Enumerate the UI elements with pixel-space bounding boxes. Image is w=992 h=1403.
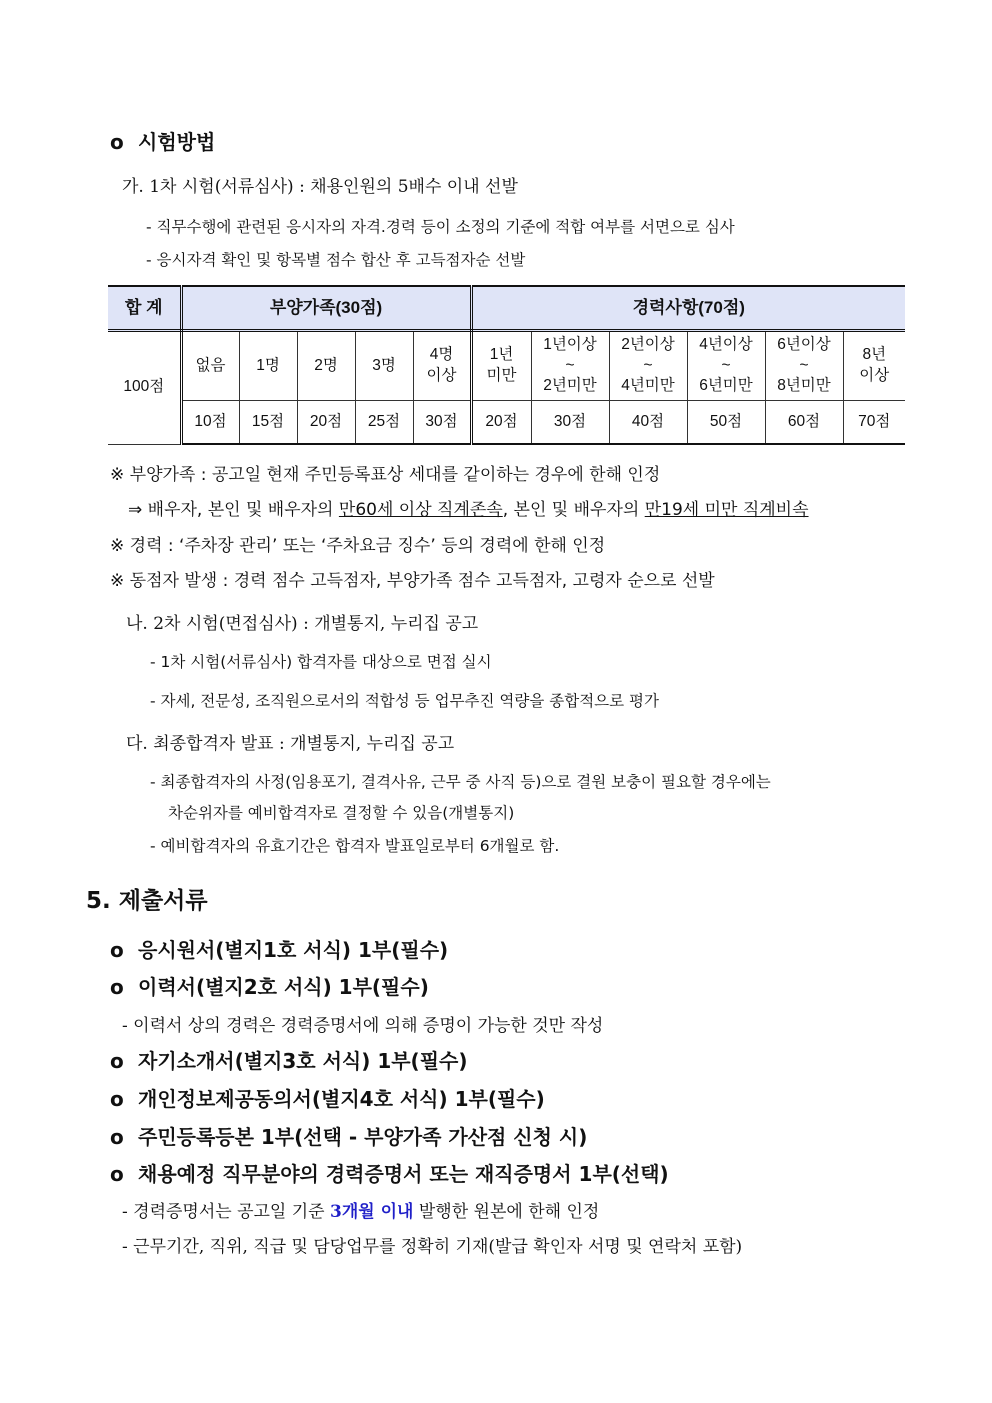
family-detail-note — [128, 495, 809, 520]
final-announce-item-cont: 차순위자를 예비합격자로 결정할 수 있음(개별통지) — [168, 804, 515, 822]
career-score: 70점 — [843, 401, 905, 445]
career-label: 1년 미만 — [471, 331, 531, 401]
career-label: 8년 이상 — [843, 331, 905, 401]
exam-method-heading — [110, 126, 215, 155]
family-detail-descendant: 만19세 미만 직계비속 — [644, 500, 809, 520]
table-header-career: 경력사항(70점) — [471, 286, 905, 331]
table-header-family: 부양가족(30점) — [181, 286, 471, 331]
second-exam-item: - 1차 시험(서류심사) 합격자를 대상으로 면접 실시 — [150, 653, 492, 671]
career-score: 20점 — [471, 401, 531, 445]
bullet-o-icon: o — [110, 1162, 124, 1186]
career-label: 2년이상 ~ 4년미만 — [609, 331, 687, 401]
cert-note-suffix: 발행한 원본에 한해 인정 — [413, 1202, 600, 1222]
tie-note: ※ 동점자 발생 : 경력 점수 고득점자, 부양가족 점수 고득점자, 고령자 순으로 선발 — [110, 571, 715, 591]
score-table — [108, 285, 905, 445]
family-score: 30점 — [413, 401, 471, 445]
document-item — [110, 1121, 587, 1150]
family-detail-ascendant: 만60세 이상 직계존속 — [338, 500, 503, 520]
cert-note-prefix: - 경력증명서는 공고일 기준 — [122, 1202, 331, 1222]
document-item — [110, 1083, 545, 1112]
documents-section-title: 5. 제출서류 — [86, 888, 208, 914]
family-score: 20점 — [297, 401, 355, 445]
document-item — [110, 971, 429, 1000]
document-item-label: 자기소개서(별지3호 서식) 1부(필수) — [138, 1049, 468, 1073]
bullet-o-icon: o — [110, 1087, 124, 1111]
family-label: 1명 — [239, 331, 297, 401]
final-announce-item: - 예비합격자의 유효기간은 합격자 발표일로부터 6개월로 함. — [150, 837, 560, 855]
family-score: 10점 — [181, 401, 239, 445]
career-score: 40점 — [609, 401, 687, 445]
table-total-value: 100점 — [108, 331, 181, 445]
cert-note-detail: - 근무기간, 직위, 직급 및 담당업무를 정확히 기재(발급 확인자 서명 및 연락처 포함) — [122, 1237, 743, 1257]
family-score: 25점 — [355, 401, 413, 445]
document-item — [110, 1158, 669, 1187]
bullet-o-icon: o — [110, 130, 124, 154]
bullet-o-icon: o — [110, 975, 124, 999]
career-label: 6년이상 ~ 8년미만 — [765, 331, 843, 401]
document-item-label: 주민등록등본 1부(선택 - 부양가족 가산점 신청 시) — [138, 1125, 588, 1149]
family-label: 2명 — [297, 331, 355, 401]
table-header-total: 합 계 — [108, 286, 181, 331]
document-item-label: 응시원서(별지1호 서식) 1부(필수) — [138, 938, 449, 962]
document-item-label: 개인정보제공동의서(별지4호 서식) 1부(필수) — [138, 1087, 545, 1111]
career-score: 30점 — [531, 401, 609, 445]
resume-note: - 이력서 상의 경력은 경력증명서에 의해 증명이 가능한 것만 작성 — [122, 1016, 604, 1036]
document-item-label: 이력서(별지2호 서식) 1부(필수) — [138, 975, 429, 999]
family-label: 4명 이상 — [413, 331, 471, 401]
cert-note — [122, 1197, 599, 1222]
second-exam-heading: 나. 2차 시험(면접심사) : 개별통지, 누리집 공고 — [126, 614, 479, 634]
career-score: 60점 — [765, 401, 843, 445]
family-detail-prefix: ⇒ 배우자, 본인 및 배우자의 — [128, 500, 339, 520]
first-exam-item: - 직무수행에 관련된 응시자의 자격.경력 등이 소정의 기준에 적합 여부를 서면으로 심사 — [146, 218, 735, 236]
final-announce-heading: 다. 최종합격자 발표 : 개별통지, 누리집 공고 — [126, 734, 455, 754]
document-item-label: 채용예정 직무분야의 경력증명서 또는 재직증명서 1부(선택) — [138, 1162, 669, 1186]
career-label: 1년이상 ~ 2년미만 — [531, 331, 609, 401]
first-exam-item: - 응시자격 확인 및 항목별 점수 합산 후 고득점자순 선발 — [146, 251, 526, 269]
exam-method-title: 시험방법 — [138, 130, 216, 154]
document-item — [110, 1045, 467, 1074]
family-score: 15점 — [239, 401, 297, 445]
career-label: 4년이상 ~ 6년미만 — [687, 331, 765, 401]
career-note: ※ 경력 : ‘주차장 관리’ 또는 ‘주차요금 징수’ 등의 경력에 한해 인정 — [110, 536, 606, 556]
bullet-o-icon: o — [110, 1049, 124, 1073]
family-note: ※ 부양가족 : 공고일 현재 주민등록표상 세대를 같이하는 경우에 한해 인정 — [110, 465, 661, 485]
second-exam-item: - 자세, 전문성, 조직원으로서의 적합성 등 업무추진 역량을 종합적으로 평가 — [150, 692, 659, 710]
bullet-o-icon: o — [110, 938, 124, 962]
cert-note-highlight: 3개월 이내 — [330, 1202, 414, 1222]
family-label: 3명 — [355, 331, 413, 401]
career-score: 50점 — [687, 401, 765, 445]
family-label: 없음 — [181, 331, 239, 401]
document-item — [110, 934, 448, 963]
family-detail-mid: , 본인 및 배우자의 — [502, 500, 645, 520]
first-exam-heading: 가. 1차 시험(서류심사) : 채용인원의 5배수 이내 선발 — [122, 177, 518, 197]
final-announce-item: - 최종합격자의 사정(임용포기, 결격사유, 근무 중 사직 등)으로 결원 보충이 필요할 경우에는 — [150, 773, 771, 791]
bullet-o-icon: o — [110, 1125, 124, 1149]
